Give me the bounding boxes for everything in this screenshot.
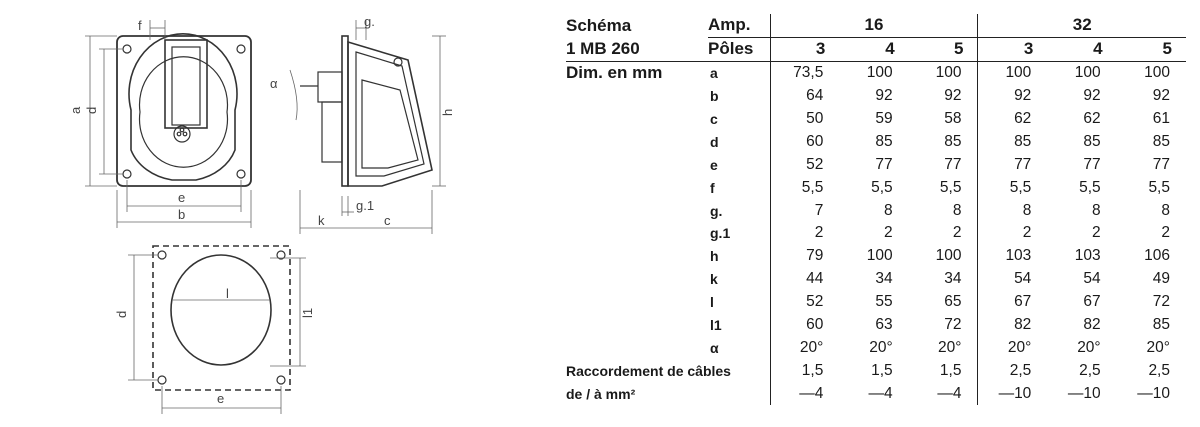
- dimension-value: 20°: [1146, 338, 1170, 356]
- dimension-value: 65: [944, 293, 962, 311]
- front-label-a: a: [68, 106, 83, 114]
- dimension-value: 20°: [938, 338, 962, 356]
- side-label-k: k: [318, 213, 325, 228]
- dimension-value: 2: [770, 222, 839, 245]
- dimension-value: 5,5: [978, 176, 1047, 199]
- table-row: [566, 222, 1186, 245]
- dimension-value: 5,5: [939, 178, 962, 196]
- dimension-value: 92: [1083, 87, 1101, 105]
- dimension-value: 100: [866, 64, 893, 82]
- dimension-value: 20°: [869, 338, 893, 356]
- front-label-b: b: [178, 207, 186, 222]
- dimension-value: 85: [1083, 132, 1101, 150]
- table-row: [566, 130, 1186, 153]
- dimension-value: 2: [1161, 224, 1170, 242]
- pole-header: 4: [839, 37, 908, 61]
- empty-cell: [566, 222, 708, 245]
- dimension-value: 92: [1152, 87, 1170, 105]
- dimension-value: 100: [935, 247, 962, 265]
- cable-value: 2,5: [1079, 361, 1101, 379]
- dimension-value: 61: [1152, 110, 1170, 127]
- dimension-key: f: [710, 179, 715, 196]
- empty-cell: [566, 336, 708, 359]
- dimension-value: 5,5: [871, 178, 893, 196]
- dimension-value: 85: [978, 130, 1047, 153]
- dimension-value: 60: [770, 130, 839, 153]
- dimension-value: 100: [978, 61, 1047, 84]
- dimension-value: 72: [944, 316, 962, 334]
- dimension-value: 2: [978, 222, 1047, 245]
- dimension-value: 100: [866, 247, 893, 265]
- dimension-value: 49: [1152, 270, 1170, 288]
- dimension-value: 85: [1152, 132, 1170, 150]
- empty-cell: [566, 199, 708, 222]
- dimension-value: 8: [978, 199, 1047, 222]
- cable-value: —10: [978, 382, 1047, 405]
- dimension-value: 67: [1083, 293, 1101, 311]
- side-label-alpha: α: [270, 76, 278, 91]
- dimension-value: 20°: [1077, 338, 1101, 356]
- table-row: [566, 268, 1186, 291]
- table-row: [566, 245, 1186, 268]
- dimension-key: d: [710, 133, 719, 150]
- table-row: [566, 108, 1186, 131]
- dimension-value: 8: [952, 201, 962, 219]
- table-row: [566, 61, 1186, 84]
- dimension-value: 63: [875, 316, 893, 334]
- dimension-value: 62: [978, 108, 1047, 131]
- dimension-key: α: [710, 339, 719, 356]
- empty-cell: [566, 176, 708, 199]
- dimension-value: 72: [1152, 293, 1170, 311]
- dimension-value: 64: [770, 85, 839, 108]
- dimension-value: 92: [978, 85, 1047, 108]
- dimension-value: 62: [1083, 110, 1101, 127]
- cable-value: 1,5: [871, 361, 893, 379]
- dimension-key: c: [710, 111, 718, 127]
- cable-label: Raccordement de câbles: [566, 362, 731, 379]
- dimension-value: 20°: [978, 336, 1047, 359]
- table-row: [566, 199, 1186, 222]
- dimension-value: 85: [1152, 316, 1170, 334]
- empty-cell: [566, 153, 708, 176]
- table-row: [566, 291, 1186, 314]
- dimension-value: 58: [944, 110, 962, 127]
- cable-value: —4: [937, 384, 962, 402]
- dimension-key: h: [710, 248, 719, 265]
- dimension-value: 77: [978, 153, 1047, 176]
- dimension-value: 2: [884, 224, 893, 242]
- dimension-value: 8: [1092, 201, 1101, 219]
- table-row: [566, 153, 1186, 176]
- dimension-value: 103: [1074, 247, 1101, 265]
- cable-value: —10: [1137, 384, 1170, 402]
- dimension-value: 103: [978, 245, 1047, 268]
- dimension-value: 106: [1144, 247, 1170, 265]
- dimension-value: 59: [875, 110, 893, 127]
- table-row: [566, 314, 1186, 337]
- side-label-g: g.: [364, 14, 375, 29]
- empty-cell: [566, 108, 708, 131]
- dimension-value: 55: [875, 293, 893, 311]
- schema-label: Schéma: [566, 15, 632, 35]
- table-row: [566, 336, 1186, 359]
- dimension-value: 92: [944, 87, 962, 105]
- dimension-key: a: [710, 65, 718, 82]
- dimension-value: 54: [1083, 270, 1101, 288]
- dimension-value: 34: [944, 270, 962, 288]
- dimension-key: e: [710, 156, 718, 173]
- cable-value: —4: [770, 382, 839, 405]
- dimension-value: 67: [978, 291, 1047, 314]
- cutout-label-d: d: [114, 310, 129, 318]
- empty-cell: [566, 130, 708, 153]
- cutout-label-l: l: [226, 286, 229, 301]
- pole-header: 5: [1117, 37, 1186, 61]
- dimension-value: 34: [875, 270, 893, 288]
- cable-value: 2,5: [978, 359, 1047, 382]
- front-label-f: f: [138, 18, 142, 33]
- empty-cell: [566, 291, 708, 314]
- dimension-value: 82: [978, 314, 1047, 337]
- dimension-key: g.1: [710, 225, 731, 242]
- amp-group-16: 16: [770, 14, 978, 37]
- dimension-value: 79: [770, 245, 839, 268]
- dimension-value: 85: [875, 132, 893, 150]
- pole-header: 4: [1047, 37, 1116, 61]
- pole-header: 3: [978, 37, 1047, 61]
- dimension-key: l: [710, 294, 714, 311]
- cutout-view: [128, 246, 306, 414]
- dimension-value: 54: [978, 268, 1047, 291]
- pole-header: 3: [770, 37, 839, 61]
- dimension-value: 8: [1161, 201, 1170, 219]
- empty-cell: [566, 85, 708, 108]
- amp-label: Amp.: [708, 14, 770, 37]
- empty-cell: [566, 268, 708, 291]
- cable-value: 1,5: [939, 361, 962, 379]
- cutout-label-l1: l1: [300, 307, 315, 318]
- dimension-value: 77: [1083, 155, 1101, 173]
- dimension-value: 2: [1092, 224, 1101, 242]
- side-label-h: h: [440, 108, 455, 116]
- front-label-d: d: [84, 106, 99, 114]
- cutout-label-e: e: [217, 391, 225, 406]
- spec-table: [566, 14, 1186, 405]
- model-label: 1 MB 260: [566, 37, 708, 61]
- dimension-value: 52: [770, 291, 839, 314]
- dimension-value: 73,5: [770, 61, 839, 84]
- cable-value: —4: [868, 384, 893, 402]
- dimension-value: 60: [770, 314, 839, 337]
- dimension-value: 92: [875, 87, 893, 105]
- dimension-value: 5,5: [1148, 178, 1170, 196]
- dimension-key: k: [710, 271, 718, 288]
- cable-value: 2,5: [1148, 361, 1170, 379]
- dimension-value: 20°: [770, 336, 839, 359]
- cable-row-to: [566, 382, 1186, 405]
- dimension-value: 77: [875, 155, 893, 173]
- dimension-value: 5,5: [770, 176, 839, 199]
- pole-header: 5: [909, 37, 978, 61]
- dimension-key: l1: [710, 317, 722, 334]
- cable-value: —10: [1067, 384, 1101, 402]
- front-label-e: e: [178, 190, 186, 205]
- dimension-value: 44: [770, 268, 839, 291]
- cable-row-from: [566, 359, 1186, 382]
- technical-drawings: [0, 0, 560, 427]
- dimension-key: b: [710, 88, 719, 105]
- dimension-value: 100: [935, 64, 962, 82]
- cable-label: de / à mm²: [566, 385, 636, 402]
- table-row: [566, 85, 1186, 108]
- side-label-g1: g.1: [356, 198, 375, 213]
- dimension-value: 77: [1152, 155, 1170, 173]
- dimension-value: 50: [770, 108, 839, 131]
- dimension-value: 82: [1083, 316, 1101, 334]
- empty-cell: [566, 245, 708, 268]
- dimension-value: 77: [944, 155, 962, 173]
- amp-group-32: 32: [978, 14, 1186, 37]
- dimension-value: 7: [770, 199, 839, 222]
- dimension-value: 2: [952, 224, 962, 242]
- empty-cell: [566, 314, 708, 337]
- table-row: [566, 176, 1186, 199]
- side-label-c: c: [384, 213, 391, 228]
- dimension-value: 5,5: [1079, 178, 1101, 196]
- dimension-key: g.: [710, 202, 723, 219]
- cable-value: 1,5: [770, 359, 839, 382]
- poles-label: Pôles: [708, 37, 770, 61]
- dimension-value: 52: [770, 153, 839, 176]
- front-view: [85, 20, 251, 228]
- dimension-value: 85: [944, 132, 962, 150]
- dimension-value: 100: [1074, 64, 1101, 82]
- dim-label: Dim. en mm: [566, 63, 663, 83]
- dimension-value: 100: [1144, 64, 1170, 82]
- dimension-value: 8: [884, 201, 893, 219]
